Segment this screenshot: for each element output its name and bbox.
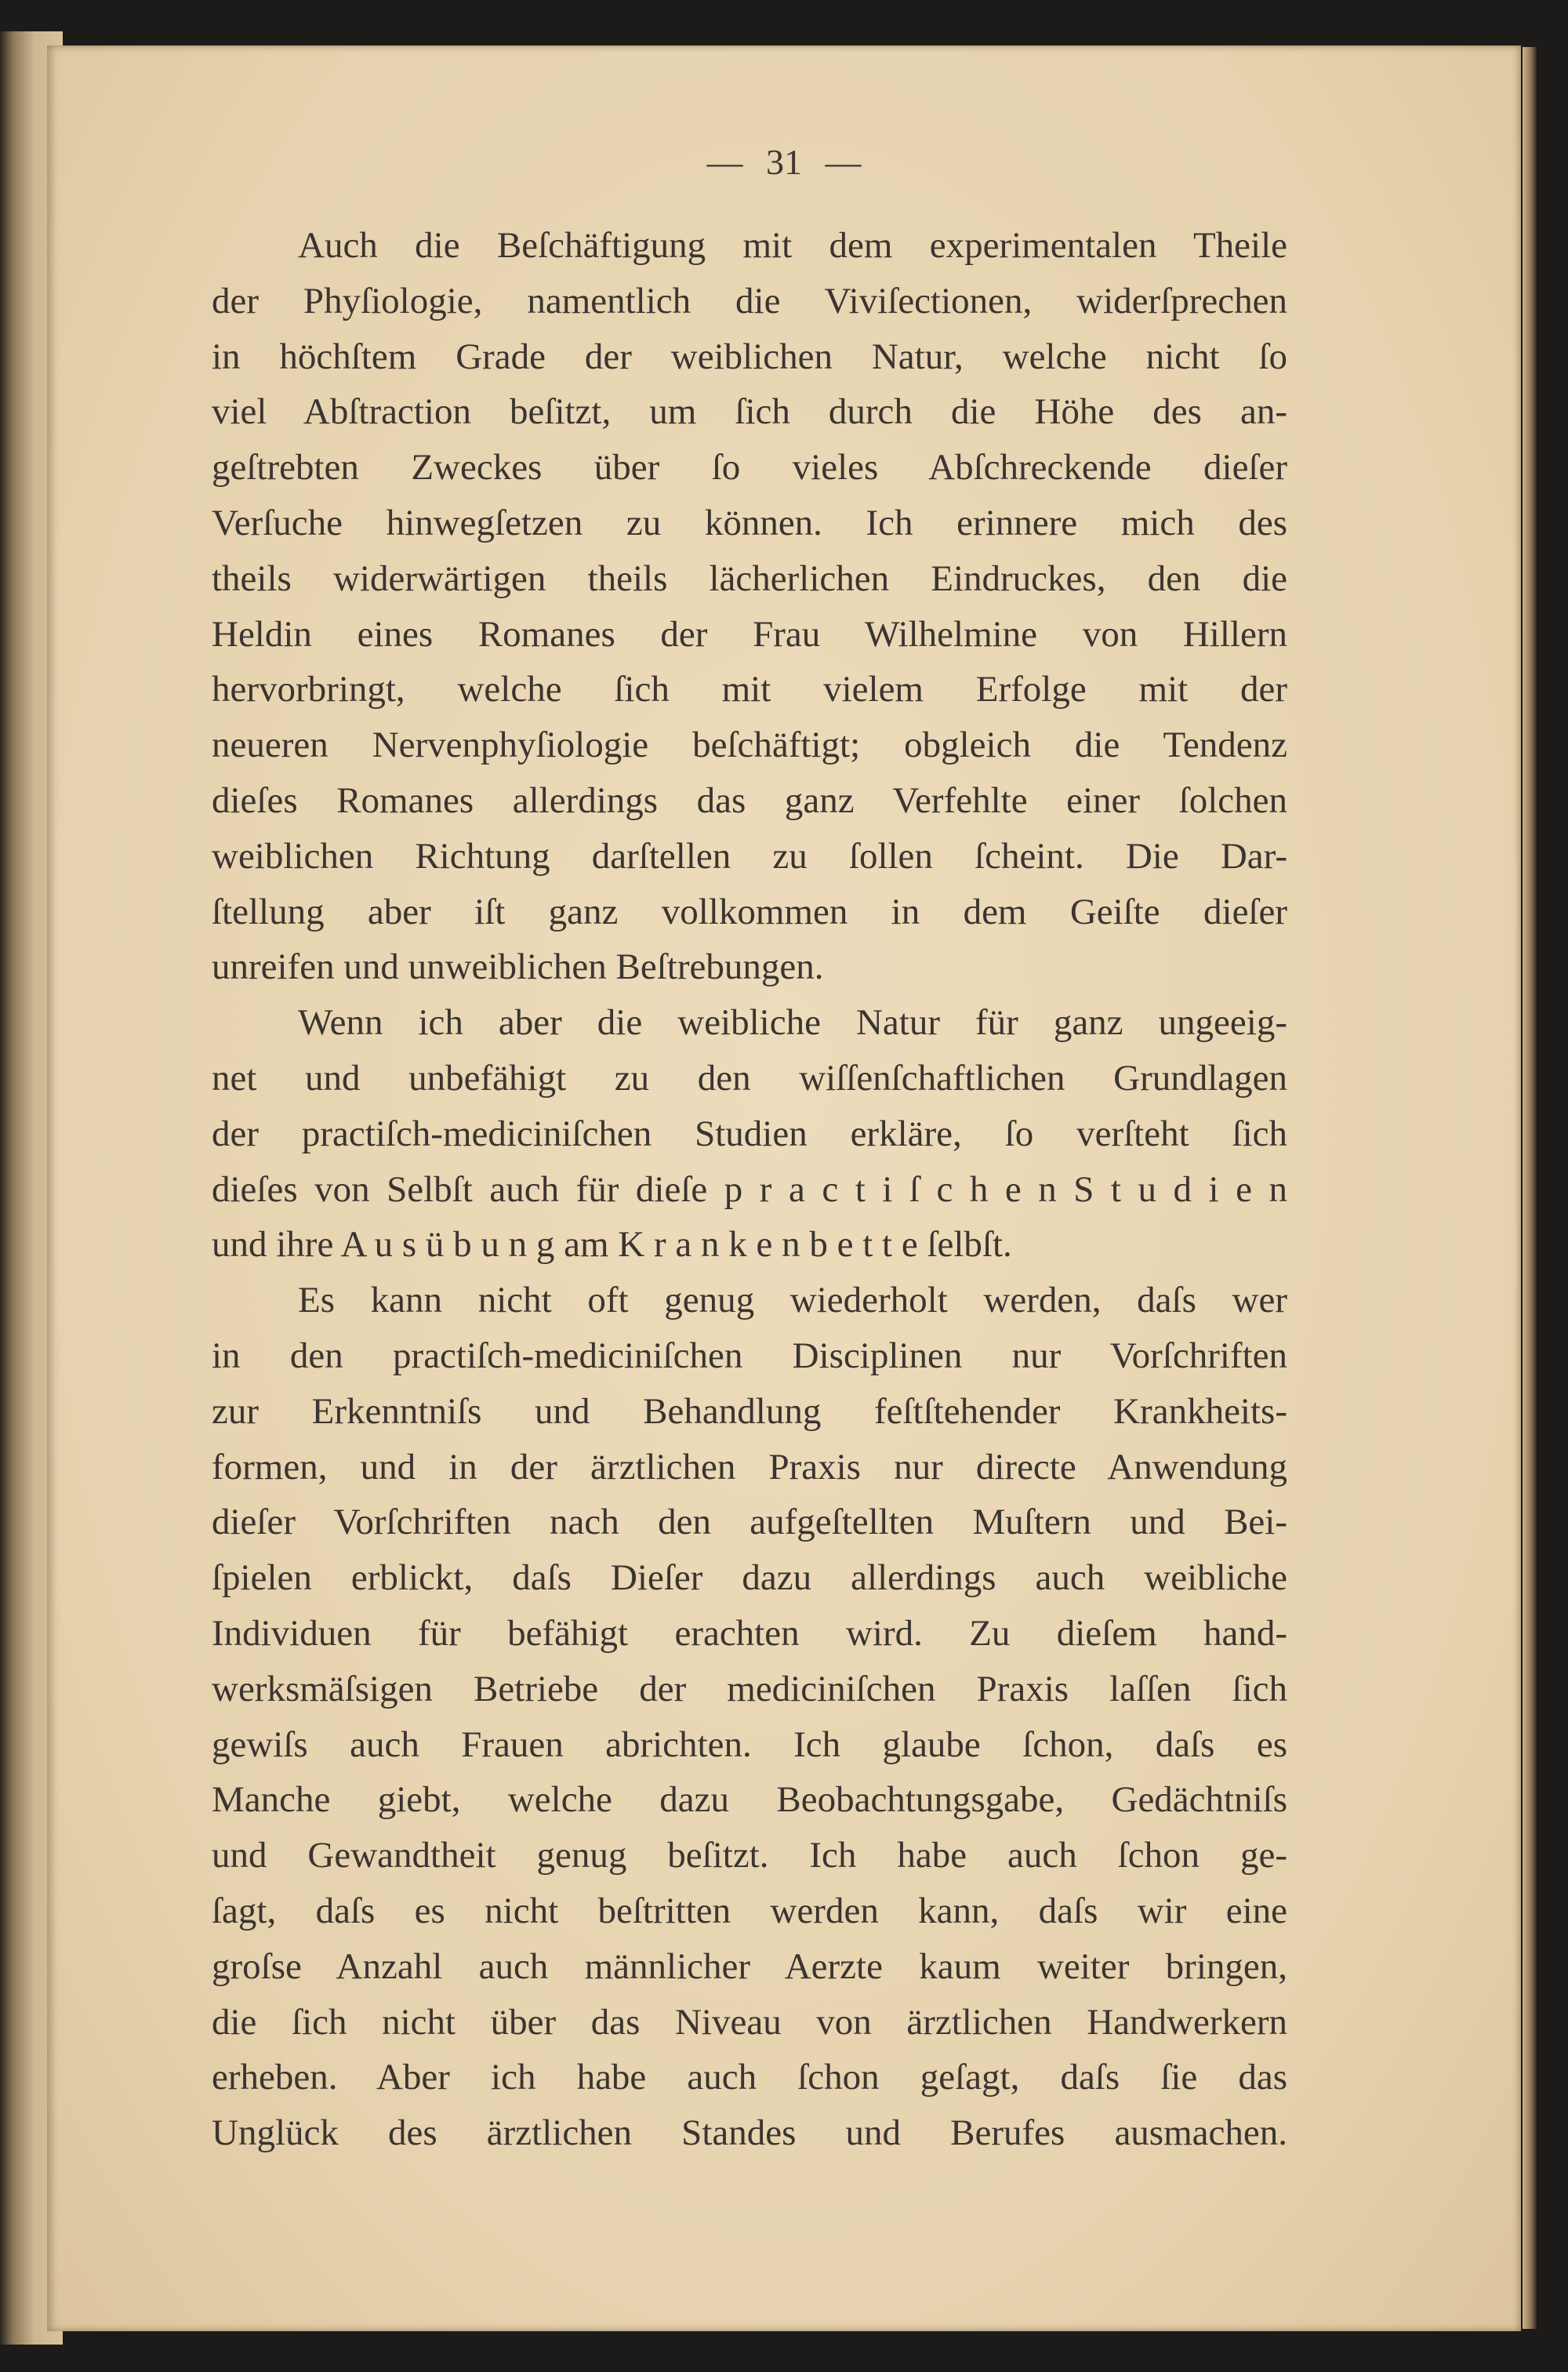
text-line: Heldin eines Romanes der Frau Wilhelmine von Hillern bbox=[212, 613, 1287, 655]
paragraph bbox=[212, 218, 1287, 995]
page-number: — 31 — bbox=[706, 142, 862, 182]
text-line: gewiſs auch Frauen abrichten. Ich glaube ſchon, daſs es bbox=[212, 1724, 1287, 1765]
text-line: weiblichen Richtung darſtellen zu ſollen ſcheint. Die Dar- bbox=[212, 835, 1287, 877]
text-line: ſagt, daſs es nicht beſtritten werden kann, daſs wir eine bbox=[212, 1890, 1287, 1931]
text-line: und ihre A u s ü b u n g am K r a n k e n b e t t e ſelbſt. bbox=[212, 1224, 1012, 1266]
text-line: viel Abſtraction beſitzt, um ſich durch die Höhe des an- bbox=[212, 391, 1287, 433]
text-line: der Phyſiologie, namentlich die Viviſectionen, widerſprechen bbox=[212, 280, 1287, 321]
text-line: in höchſtem Grade der weiblichen Natur, welche nicht ſo bbox=[212, 336, 1287, 377]
text-line: unreifen und unweiblichen Beſtrebungen. bbox=[212, 946, 824, 988]
text-line: Wenn ich aber die weibliche Natur für ganz ungeeig- bbox=[298, 1002, 1287, 1044]
text-line: dieſer Vorſchriften nach den aufgeſtellten Muſtern und Bei- bbox=[212, 1502, 1287, 1543]
text-line: und Gewandtheit genug beſitzt. Ich habe auch ſchon ge- bbox=[212, 1835, 1287, 1876]
text-line: in den practiſch-mediciniſchen Disciplinen nur Vorſchriften bbox=[212, 1335, 1287, 1376]
text-line: Individuen für befähigt erachten wird. Zu dieſem hand- bbox=[212, 1612, 1287, 1654]
text-line: dieſes Romanes allerdings das ganz Verfehlte einer ſolchen bbox=[212, 779, 1287, 821]
text-line: formen, und in der ärztlichen Praxis nur directe Anwendung bbox=[212, 1446, 1287, 1487]
text-line: der practiſch-mediciniſchen Studien erkläre, ſo verſteht ſich bbox=[212, 1113, 1287, 1154]
text-line: Verſuche hinwegſetzen zu können. Ich erinnere mich des bbox=[212, 502, 1287, 543]
page-edge bbox=[1523, 47, 1537, 2329]
text-line: neueren Nervenphyſiologie beſchäftigt; obgleich die Tendenz bbox=[212, 725, 1287, 766]
text-line: erheben. Aber ich habe auch ſchon geſagt, daſs ſie das bbox=[212, 2057, 1287, 2098]
text-line: zur Erkenntniſs und Behandlung feſtſtehender Krankheits- bbox=[212, 1390, 1287, 1432]
text-line: theils widerwärtigen theils lächerlichen Eindruckes, den die bbox=[212, 558, 1287, 599]
paragraph bbox=[212, 995, 1287, 1273]
text-line: Unglück des ärztlichen Standes und Berufes ausmachen. bbox=[212, 2112, 1287, 2154]
body-text bbox=[212, 218, 1287, 2161]
text-line: die ſich nicht über das Niveau von ärztlichen Handwerkern bbox=[212, 2001, 1287, 2043]
text-line: net und unbefähigt zu den wiſſenſchaftlichen Grundlagen bbox=[212, 1057, 1287, 1099]
paragraph bbox=[212, 1273, 1287, 2161]
text-line: groſse Anzahl auch männlicher Aerzte kaum weiter bringen, bbox=[212, 1945, 1287, 1987]
text-line: ſpielen erblickt, daſs Dieſer dazu allerdings auch weibliche bbox=[212, 1557, 1287, 1599]
text-line: dieſes von Selbſt auch für dieſe p r a c t i ſ c h e n S t u d i e n bbox=[212, 1168, 1287, 1210]
text-line: Manche giebt, welche dazu Beobachtungsgabe, Gedächtniſs bbox=[212, 1779, 1287, 1821]
text-line: Es kann nicht oft genug wiederholt werden, daſs wer bbox=[298, 1280, 1287, 1321]
text-line: hervorbringt, welche ſich mit vielem Erfolge mit der bbox=[212, 669, 1287, 710]
text-line: werksmäſsigen Betriebe der mediciniſchen Praxis laſſen ſich bbox=[212, 1668, 1287, 1709]
text-line: geſtrebten Zweckes über ſo vieles Abſchreckende dieſer bbox=[212, 447, 1287, 489]
text-line: ſtellung aber iſt ganz vollkommen in dem Geiſte dieſer bbox=[212, 891, 1287, 932]
text-line: Auch die Beſchäftigung mit dem experimentalen Theile bbox=[298, 225, 1287, 266]
